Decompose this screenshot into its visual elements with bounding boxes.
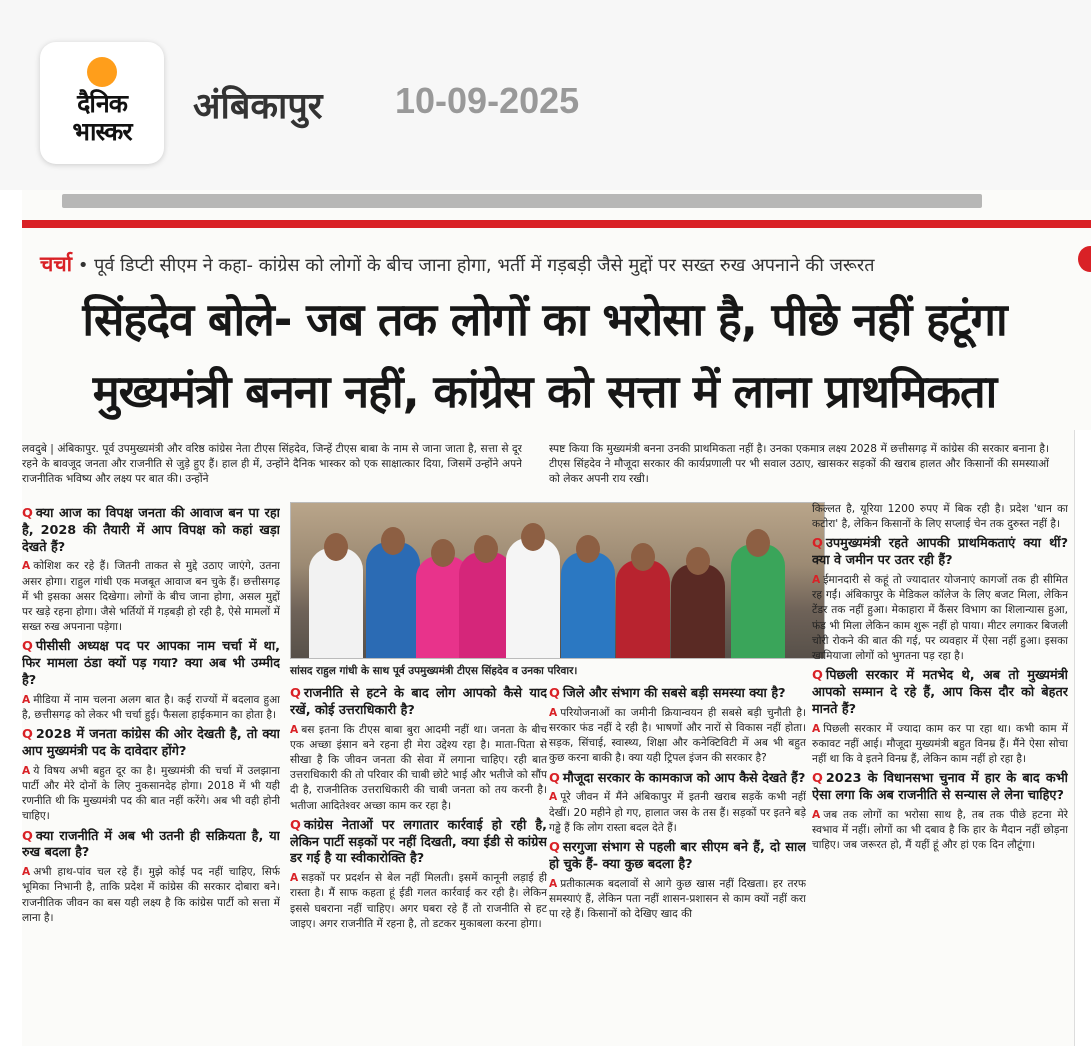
answer-5: A बस इतना कि टीएस बाबा बुरा आदमी नहीं था। जनता के बीच एक अच्छा इंसान बने रहना ही मेरा उद्देश्य रहा है। माता-पिता से सीखा है कि जीवन जनता की सेवा में लगाना चाहिए। रही बात उत्तराधिकारी की तो परिवार की चाबी छोटे भाई और भतीजे को सौंप दी है, राजनीतिक उत्तराधिकारी की चाबी जनता को तय करनी है। भतीजा आदितेश्वर अच्छा काम कर रहा है। bbox=[290, 723, 547, 812]
newspaper-page bbox=[22, 190, 1091, 1046]
column-4 bbox=[812, 502, 1068, 1022]
question-11: Q पिछली सरकार में मतभेद थे, अब तो मुख्यमंत्री आपको सम्मान दे रहे हैं, आप किस दौर को बेहतर मानते हैं? bbox=[812, 668, 1068, 717]
kicker-label: चर्चा bbox=[40, 252, 73, 276]
person-2-head bbox=[381, 527, 405, 555]
photo-caption: सांसद राहुल गांधी के साथ पूर्व उपमुख्यमंत्री टीएस सिंहदेव व उनका परिवार। bbox=[290, 665, 578, 677]
question-5: Q राजनीति से हटने के बाद लोग आपको कैसे याद रखें, कोई उत्तराधिकारी है? bbox=[290, 686, 547, 718]
question-12: Q 2023 के विधानसभा चुनाव में हार के बाद कभी ऐसा लगा कि अब राजनीति से सन्यास ले लेना चाहिए? bbox=[812, 771, 1068, 804]
continued-text: किल्लत है, यूरिया 1200 रुपए में बिक रही है। प्रदेश 'धान का कटोरा' है, लेकिन किसानों के लिए सप्लाई चेन तक दुरुस्त नहीं है। bbox=[812, 503, 1068, 531]
person-1-head bbox=[324, 533, 348, 561]
question-4: Q क्या राजनीति में अब भी उतनी ही सक्रियता है, या रुख बदला है? bbox=[22, 828, 280, 861]
question-3: Q 2028 में जनता कांग्रेस की ओर देखती है, तो क्या आप मुख्यमंत्री पद के दावेदार होंगे? bbox=[22, 727, 280, 759]
person-6 bbox=[561, 552, 615, 659]
column-3 bbox=[549, 682, 806, 1022]
edition-date: 10-09-2025 bbox=[395, 80, 580, 121]
answer-6: A सड़कों पर प्रदर्शन से बेल नहीं मिलती। इसमें कानूनी लड़ाई ही रास्ता है। मैं साफ कहता हूं ईडी गलत कार्रवाई कर रही है। लेकिन इससे घबराना नहीं चाहिए। अगर घबरा रहे हैं तो राजनीति से हट जाइए। अगर राजनीति में रहना है, तो डटकर मुकाबला करना होगा। bbox=[290, 872, 547, 930]
question-10: Q उपमुख्यमंत्री रहते आपकी प्राथमिकताएं क्या थीं? क्या वे जमीन पर उतर रही हैं? bbox=[812, 536, 1068, 569]
person-2 bbox=[366, 542, 420, 659]
person-9-head bbox=[746, 529, 770, 557]
answer-8: A पूरे जीवन में मैंने अंबिकापुर में इतनी खराब सड़कें कभी नहीं देखीं। 20 महीने हो गए, हालात जस के तस हैं। सड़कों पर इतने बड़े गड्ढे हैं कि लोग रास्ता बदल देते हैं। bbox=[549, 791, 806, 834]
dainik-bhaskar-logo[interactable] bbox=[40, 42, 164, 164]
person-6-head bbox=[576, 535, 600, 563]
adjacent-article-edge bbox=[1074, 430, 1091, 1046]
red-rule bbox=[22, 220, 1091, 228]
column-2 bbox=[290, 682, 547, 1022]
person-8 bbox=[671, 564, 725, 659]
question-6: Q कांग्रेस नेताओं पर लगातार कार्रवाई हो रही है, लेकिन पार्टी सड़कों पर नहीं दिखती, क्या ईडी से कांग्रेस डर गई है या स्वीकारोक्ति है? bbox=[290, 817, 547, 867]
person-7 bbox=[616, 560, 670, 659]
group-photo bbox=[290, 502, 825, 659]
answer-11: A पिछली सरकार में ज्यादा काम कर पा रहा था। कभी काम में रुकावट नहीं आई। मौजूदा मुख्यमंत्री बहुत विनम्र हैं। मैंने ऐसा सोचा नहीं था कि वे इतने विनम्र हैं, लेकिन काम नहीं हो रहा है। bbox=[812, 722, 1068, 766]
app-header bbox=[0, 0, 1091, 190]
answer-9: A प्रतीकात्मक बदलावों से आगे कुछ खास नहीं दिखता। हर तरफ समस्याएं हैं, लेकिन पता नहीं शासन-प्रशासन से काम क्यों नहीं करा पा रहे हैं। किसानों को देखिए खाद की bbox=[549, 877, 806, 921]
person-9 bbox=[731, 544, 785, 659]
person-3-head bbox=[431, 539, 455, 567]
question-7: Q जिले और संभाग की सबसे बड़ी समस्या क्या है? bbox=[549, 686, 786, 701]
edition-city: अंबिकापुर bbox=[193, 86, 323, 127]
answer-2: A मीडिया में नाम चलना अलग बात है। कई राज्यों में बदलाव हुआ है, छत्तीसगढ़ को लेकर भी चर्चा हुई। फैसला हाईकमान का होता है। bbox=[22, 693, 280, 721]
question-2: Q पीसीसी अध्यक्ष पद पर आपका नाम चर्चा में था, फिर मामला ठंडा क्यों पड़ गया? क्या अब भी उम्मीद है? bbox=[22, 639, 280, 688]
question-9: Q सरगुजा संभाग से पहली बार सीएम बने हैं, दो साल हो चुके हैं- क्या कुछ बदला है? bbox=[549, 840, 806, 872]
intro-left: लवदुबे | अंबिकापुर. पूर्व उपमुख्यमंत्री और वरिष्ठ कांग्रेस नेता टीएस सिंहदेव, जिन्हें टीएस बाबा के नाम से जाना जाता है, सत्ता से दूर रहने के बावजूद जनता और राजनीति से जुड़े हुए हैं। हाल ही में, उन्होंने दैनिक भास्कर को एक साक्षात्कार दिया, जिसमें उन्होंने अपने राजनीतिक भविष्य और लक्ष्य पर बात की। उन्होंने bbox=[22, 443, 522, 486]
person-5 bbox=[506, 538, 560, 659]
kicker: चर्चा • पूर्व डिप्टी सीएम ने कहा- कांग्रेस को लोगों के बीच जाना होगा, भर्ती में गड़बड़ी जैसे मुद्दों पर सख्त रुख अपनाने की जरूरत bbox=[40, 252, 875, 276]
red-dot-marker bbox=[1078, 246, 1091, 272]
person-4-head bbox=[474, 535, 498, 563]
question-8: Q मौजूदा सरकार के कामकाज को आप कैसे देखते हैं? bbox=[549, 770, 806, 786]
sun-logo-icon bbox=[87, 57, 117, 87]
logo-line1: दैनिक bbox=[77, 89, 127, 118]
intro-right: स्पष्ट किया कि मुख्यमंत्री बनना उनकी प्राथमिकता नहीं है। उनका एकमात्र लक्ष्य 2028 में छत्तीसगढ़ में कांग्रेस की सरकार बनाना है। टीएस सिंहदेव ने मौजूदा सरकार की कार्यप्रणाली पर भी सवाल उठाए, खासकर सड़कों की खराब हालत और किसानों की समस्याओं को लेकर अपनी राय रखी। bbox=[549, 443, 1049, 486]
logo-line2: भास्कर bbox=[72, 117, 132, 146]
answer-3: A ये विषय अभी बहुत दूर का है। मुख्यमंत्री की चर्चा में उलझाना पार्टी और मेरे दोनों के लिए नुकसानदेह होगा। 2018 में भी यही रणनीति थी कि मुख्यमंत्री पद की बात नहीं करेंगे। अब भी वही होनी चाहिए। bbox=[22, 764, 280, 823]
headline-line1: सिंहदेव बोले- जब तक लोगों का भरोसा है, पीछे नहीं हटूंगा bbox=[82, 293, 1007, 346]
person-1 bbox=[309, 548, 363, 659]
answer-1: A कोशिश कर रहे हैं। जितनी ताकत से मुद्दे उठाए जाएंगे, उतना असर होगा। राहुल गांधी एक मजबूत आवाज बन चुके हैं। छत्तीसगढ़ में भी इसका असर दिखेगा। लोगों के बीच जाना होगा, असल मुद्दों पर खड़े रहना होगा। जैसे भर्तियों में गड़बड़ी हो रही है, ऐसे मामलों में सख्त रुख अपनाना पड़ेगा। bbox=[22, 560, 280, 634]
person-4 bbox=[459, 552, 513, 659]
answer-7: A परियोजनाओं का जमीनी क्रियान्वयन ही सबसे बड़ी चुनौती है। सरकार फंड नहीं दे रही है। भाषणों और नारों से विकास नहीं होता। सड़क, सिंचाई, स्वास्थ्य, शिक्षा और कनेक्टिविटी में अब भी बहुत कुछ करना बाकी है। क्या यही ट्रिपल इंजन की सरकार है? bbox=[549, 706, 806, 765]
person-5-head bbox=[521, 523, 545, 551]
kicker-text: पूर्व डिप्टी सीएम ने कहा- कांग्रेस को लोगों के बीच जाना होगा, भर्ती में गड़बड़ी जैसे मुद्दों पर सख्त रुख अपनाने की जरूरत bbox=[94, 255, 875, 276]
question-1: Q क्या आज का विपक्ष जनता की आवाज बन पा रहा है, 2028 की तैयारी में आप विपक्ष को कहां खड़ा देखते हैं? bbox=[22, 506, 280, 555]
person-8-head bbox=[686, 547, 710, 575]
answer-10: A ईमानदारी से कहूं तो ज्यादातर योजनाएं कागजों तक ही सीमित रह गईं। अंबिकापुर के मेडिकल कॉलेज के लिए बजट मिला, लेकिन टेंडर तक नहीं हुआ। मेकाहारा में कैंसर विभाग का शिलान्यास हुआ, फंड भी मिला लेकिन काम शुरू नहीं हो पाया। मीटर लगाकर बिजली चोरी रोकने की बात की गई, पर व्यवहार में ऐसा नहीं हुआ। इसका खामियाजा लोगों को भुगतना पड़ रहा है। bbox=[812, 574, 1068, 663]
cropped-masthead bbox=[62, 194, 982, 208]
answer-12: A जब तक लोगों का भरोसा साथ है, तब तक पीछे हटना मेरे स्वभाव में नहीं। लोगों का भी दबाव है कि हार के मैदान नहीं छोड़ना चाहिए। जब जरूरत हो, मैं यहीं हूं और हां एक दिन लौटूंगा। bbox=[812, 808, 1068, 852]
column-1 bbox=[22, 502, 280, 1022]
answer-4: A अभी हाथ-पांव चल रहे हैं। मुझे कोई पद नहीं चाहिए, सिर्फ भूमिका निभानी है, ताकि प्रदेश में कांग्रेस की सरकार दोबारा बने। राजनीतिक जीवन का बस यही लक्ष्य है कि कांग्रेस पार्टी को सत्ता में लाना है। bbox=[22, 866, 280, 924]
person-7-head bbox=[631, 543, 655, 571]
headline-line2: मुख्यमंत्री बनना नहीं, कांग्रेस को सत्ता में लाना प्राथमिकता bbox=[92, 365, 997, 418]
